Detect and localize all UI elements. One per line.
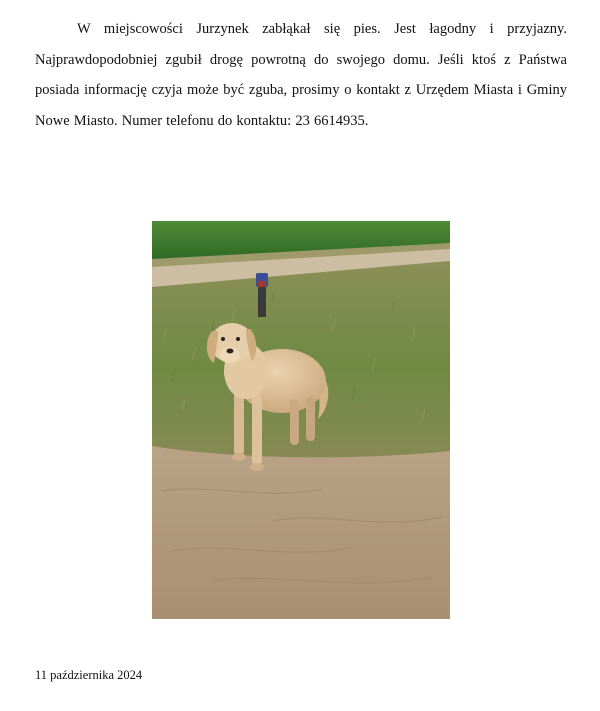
document-date: 11 października 2024 <box>35 668 143 682</box>
dog-photo <box>152 221 450 619</box>
dog-photo-illustration <box>152 221 450 619</box>
sand <box>152 446 450 619</box>
announcement-paragraph: W miejscowości Jurzynek zabłąkał się pies. Jest łagodny i przyjazny. Najprawdopodobniej zgubił drogę powrotną do swojego domu. Jeśli ktoś z Państwa posiada informację czyja może być zguba, prosimy o kontakt z Urzędem Miasta i Gminy Nowe Miasto. Numer telefonu do kontaktu: 23 6614935. <box>35 21 567 129</box>
post <box>258 283 266 317</box>
